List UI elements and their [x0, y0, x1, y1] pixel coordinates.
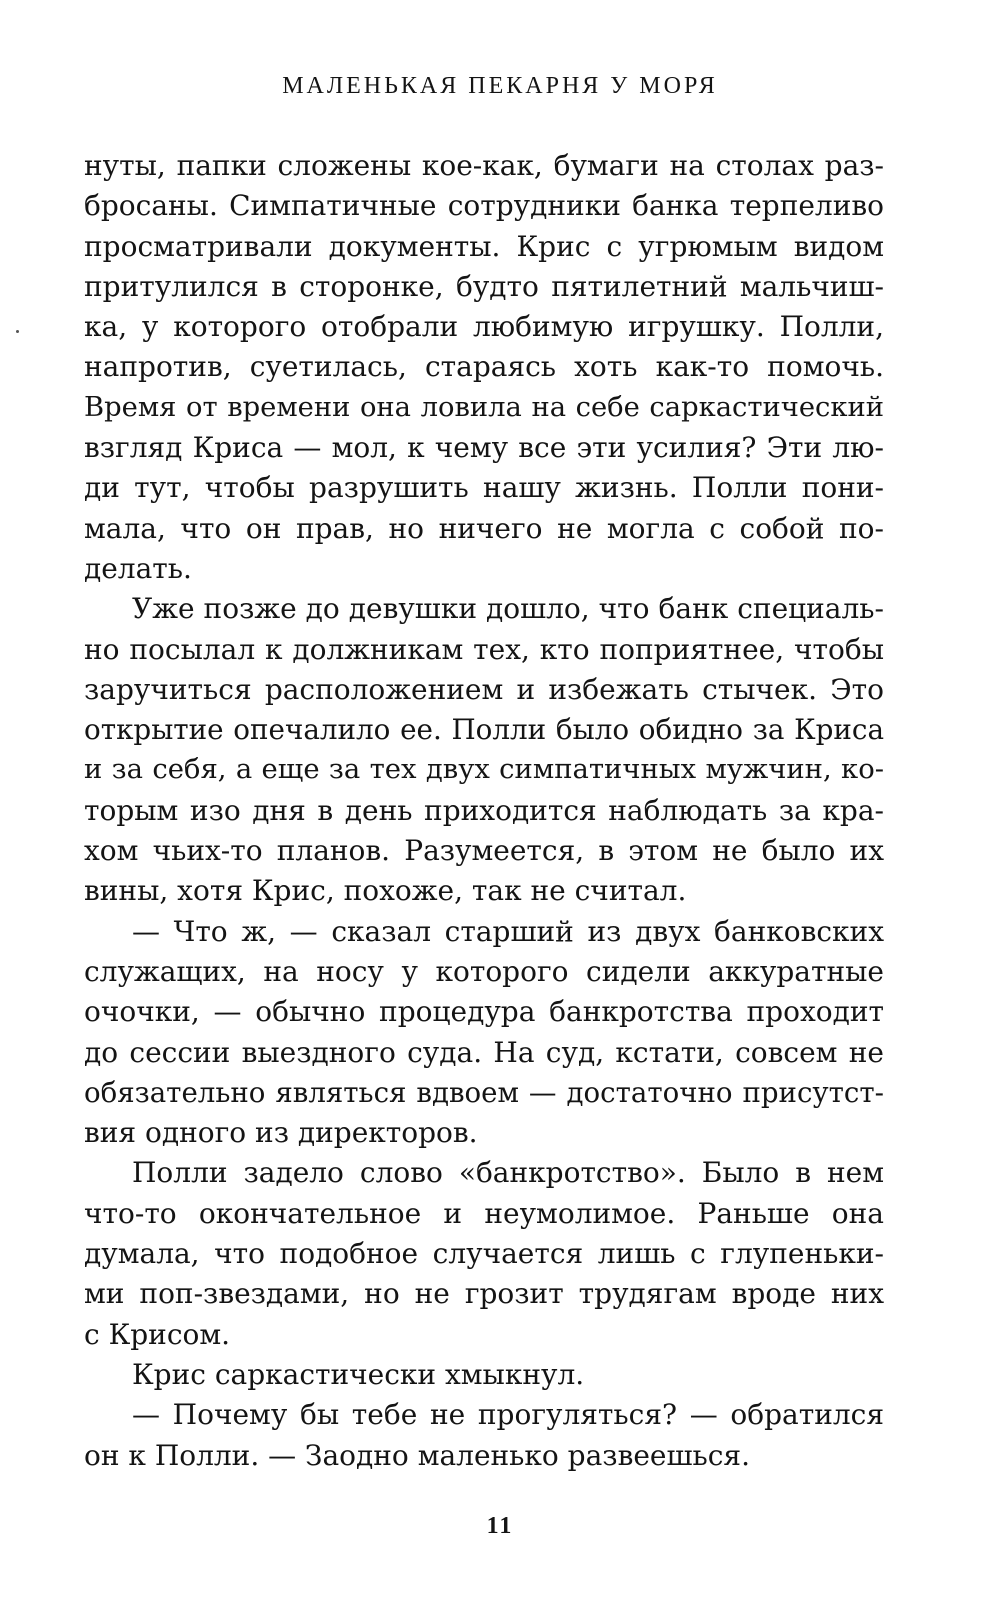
running-head: МАЛЕНЬКАЯ ПЕКАРНЯ У МОРЯ [282, 73, 718, 99]
text-line: Полли задело слово «банкротство». Было в нем [132, 1156, 884, 1190]
body-text [84, 146, 884, 1476]
page-number: 11 [486, 1513, 514, 1539]
text-line: открытие опечалило ее. Полли было обидно за Криса [84, 713, 884, 747]
text-line: торым изо дня в день приходится наблюдать за кра- [84, 793, 884, 827]
text-line: он к Полли. — Заодно маленько развеешься. [84, 1438, 750, 1472]
text-line: взгляд Криса — мол, к чему все эти усилия? Эти лю- [84, 431, 884, 465]
text-line: ди тут, чтобы разрушить нашу жизнь. Полли пони- [84, 471, 884, 505]
scan-speck [16, 330, 19, 333]
text-line: — Почему бы тебе не прогуляться? — обратился [132, 1398, 884, 1432]
text-line: вины, хотя Крис, похоже, так не считал. [84, 874, 687, 908]
text-line: нуты, папки сложены кое-как, бумаги на столах раз- [84, 149, 884, 182]
text-line: — Что ж, — сказал старший из двух банковских [132, 914, 884, 948]
text-line: очочки, — обычно процедура банкротства проходит [84, 995, 884, 1029]
text-line: что-то окончательное и неумолимое. Раньше она [84, 1196, 884, 1230]
text-line: ка, у которого отобрали любимую игрушку. Полли, [84, 310, 884, 344]
text-line: хом чьих-то планов. Разумеется, в этом не было их [84, 834, 884, 868]
text-line: напротив, суетилась, стараясь хоть как-то помочь. [84, 350, 884, 384]
text-line: до сессии выездного суда. На суд, кстати, совсем не [84, 1035, 884, 1069]
text-line: делать. [84, 551, 192, 585]
text-line: думала, что подобное случается лишь с глупеньки- [84, 1237, 884, 1271]
text-line: обязательно являться вдвоем — достаточно присутст- [84, 1075, 884, 1109]
text-line: бросаны. Симпатичные сотрудники банка терпеливо [84, 189, 884, 223]
text-line: притулился в сторонке, будто пятилетний мальчиш- [84, 269, 884, 303]
text-line: и за себя, а еще за тех двух симпатичных мужчин, ко- [84, 754, 884, 786]
text-line: Уже позже до девушки дошло, что банк специаль- [132, 592, 884, 626]
text-line: служащих, на носу у которого сидели аккуратные [84, 954, 884, 988]
text-line: ми поп-звездами, но не грозит трудягам вроде них [84, 1277, 884, 1311]
text-line: Крис саркастически хмыкнул. [132, 1357, 585, 1391]
text-line: Время от времени она ловила на себе саркастический [84, 391, 884, 423]
text-line: просматривали документы. Крис с угрюмым видом [84, 229, 884, 263]
text-line: заручиться расположением и избежать стычек. Это [84, 672, 884, 706]
text-line: с Крисом. [84, 1317, 231, 1351]
text-line: вия одного из директоров. [84, 1116, 478, 1150]
text-line: но посылал к должникам тех, кто поприятнее, чтобы [84, 632, 884, 666]
text-line: мала, что он прав, но ничего не могла с собой по- [84, 511, 884, 545]
